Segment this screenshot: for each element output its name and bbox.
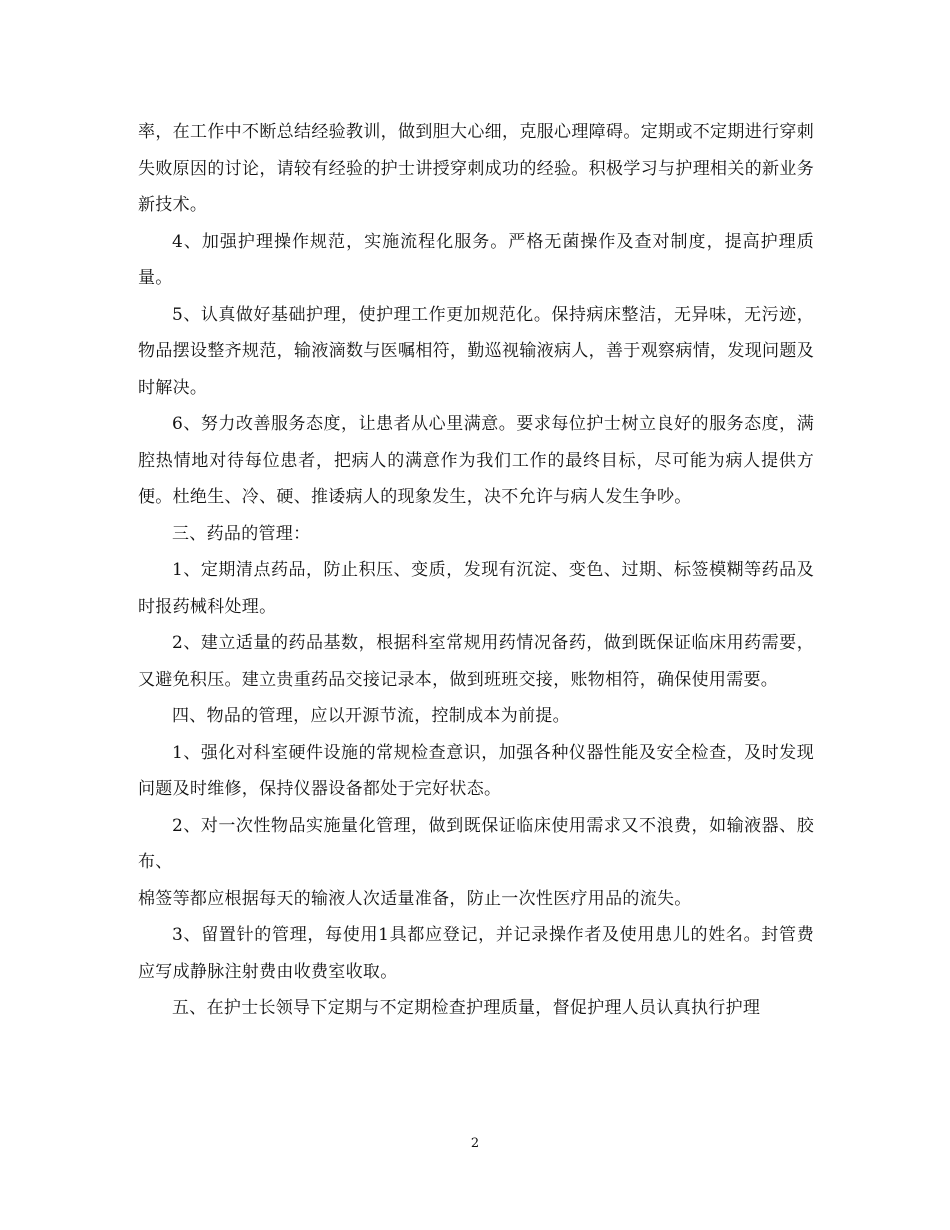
paragraph-7: 2、建立适量的药品基数，根据科室常规用药情况备药，做到既保证临床用药需要，又避免积压。建立贵重药品交接记录本，做到班班交接，账物相符，确保使用需要。 xyxy=(138,633,814,690)
paragraph-6: 1、定期清点药品，防止积压、变质，发现有沉淀、变色、过期、标签模糊等药品及时报药械科处理。 xyxy=(138,560,814,617)
section-heading-supplies-management: 四、物品的管理，应以开源节流，控制成本为前提。 xyxy=(172,706,570,726)
paragraph-12: 3、留置针的管理，每使用1具都应登记，并记录操作者及使用患儿的姓名。封管费应写成静脉注射费由收费室收取。 xyxy=(138,925,814,982)
paragraph-2: 4、加强护理操作规范，实施流程化服务。严格无菌操作及查对制度，提高护理质量。 xyxy=(138,231,814,288)
section-heading-drug-management: 三、药品的管理： xyxy=(172,523,311,544)
paragraph-11: 棉签等都应根据每天的输液人次适量准备，防止一次性医疗用品的流失。 xyxy=(138,888,692,909)
body-text xyxy=(138,114,814,1027)
paragraph-9: 1、强化对科室硬件设施的常规检查意识，加强各种仪器性能及安全检查，及时发现问题及时维修，保持仪器设备都处于完好状态。 xyxy=(138,742,814,799)
paragraph-4: 6、努力改善服务态度，让患者从心里满意。要求每位护士树立良好的服务态度，满腔热情地对待每位患者，把病人的满意作为我们工作的最终目标，尽可能为病人提供方便。杜绝生、冷、硬、推诿病人的现象发生，决不允许与病人发生争吵。 xyxy=(138,414,814,507)
paragraph-10: 2、对一次性物品实施量化管理，做到既保证临床使用需求又不浪费，如输液器、胶布、 xyxy=(138,815,814,872)
paragraph-13: 五、在护士长领导下定期与不定期检查护理质量，督促护理人员认真执行护理 xyxy=(172,998,761,1018)
paragraph-1: 率，在工作中不断总结经验教训，做到胆大心细，克服心理障碍。定期或不定期进行穿刺失败原因的讨论，请较有经验的护士讲授穿刺成功的经验。积极学习与护理相关的新业务新技术。 xyxy=(138,122,814,215)
page-number: 2 xyxy=(470,1136,480,1151)
paragraph-3: 5、认真做好基础护理，使护理工作更加规范化。保持病床整洁，无异味，无污迹，物品摆设整齐规范，输液滴数与医嘱相符，勤巡视输液病人，善于观察病情，发现问题及时解决。 xyxy=(138,304,814,398)
